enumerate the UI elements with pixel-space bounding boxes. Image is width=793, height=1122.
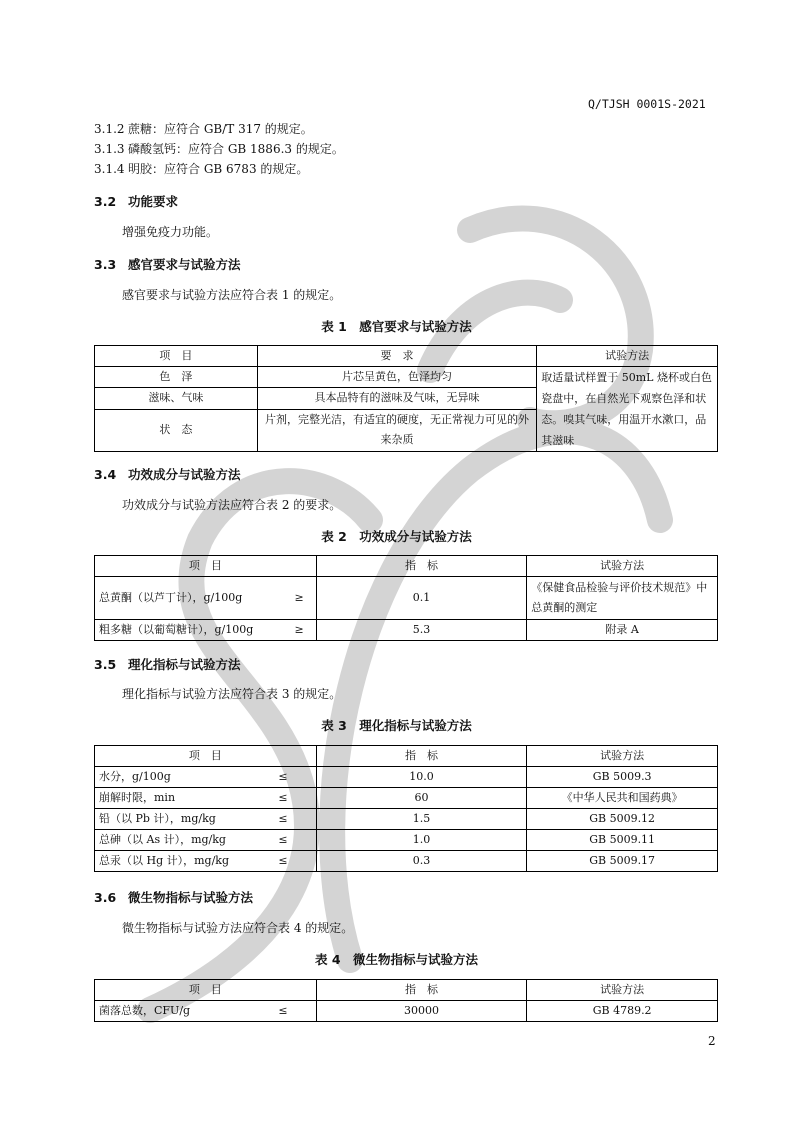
section-3-4-heading: 3.4 功效成分与试验方法 (94, 467, 241, 482)
section-3-3-heading: 3.3 感官要求与试验方法 (94, 257, 241, 272)
table-row: 状 态 片剂，完整光洁，有适宜的硬度，无正常视力可见的外来杂质 (95, 409, 718, 452)
table-row: 崩解时限，min ≤ 60 《中华人民共和国药典》 (95, 788, 718, 809)
section-3-6-heading: 3.6 微生物指标与试验方法 (94, 890, 254, 905)
table-2-title: 表 2 功效成分与试验方法 (321, 529, 472, 544)
table-4-title: 表 4 微生物指标与试验方法 (314, 952, 479, 967)
table-row: 总汞（以 Hg 计），mg/kg ≤ 0.3 GB 5009.17 (95, 851, 718, 872)
clause-3-1-2: 3.1.2 蔗糖：应符合 GB/T 317 的规定。 (94, 122, 313, 136)
section-3-2-heading: 3.2 功能要求 (94, 194, 179, 209)
table-row: 色 泽 片芯呈黄色，色泽均匀 取适量试样置于 50mL 烧杯或白色瓷盘中，在自然光下观察色泽和状态。嗅其气味，用温开水漱口，品其滋味 (95, 367, 718, 388)
section-3-5-heading: 3.5 理化指标与试验方法 (94, 657, 241, 672)
section-3-2-body: 增强免疫力功能。 (122, 225, 219, 239)
table-1 (94, 345, 718, 452)
section-3-6-body: 微生物指标与试验方法应符合表 4 的规定。 (122, 921, 354, 935)
table-row: 菌落总数，CFU/g ≤ 30000 GB 4789.2 (95, 1001, 718, 1022)
table-row: 滋味、气味 具本品特有的滋味及气味，无异味 (95, 388, 718, 409)
table-header-row: 项 目 指 标 试验方法 (95, 556, 718, 577)
standard-code: Q/TJSH 0001S-2021 (588, 97, 706, 111)
table-2 (94, 555, 718, 641)
table-header-row: 项 目 指 标 试验方法 (95, 746, 718, 767)
table-header-row: 项 目 指 标 试验方法 (95, 980, 718, 1001)
section-3-5-body: 理化指标与试验方法应符合表 3 的规定。 (122, 687, 342, 701)
section-3-4-body: 功效成分与试验方法应符合表 2 的要求。 (122, 498, 342, 512)
table-row: 总黄酮（以芦丁计），g/100g ≥ 0.1 《保健食品检验与评价技术规范》中总黄酮的测定 (95, 577, 718, 620)
clause-3-1-3: 3.1.3 磷酸氢钙：应符合 GB 1886.3 的规定。 (94, 142, 344, 156)
table-1-title: 表 1 感官要求与试验方法 (321, 319, 472, 334)
section-3-3-body: 感官要求与试验方法应符合表 1 的规定。 (122, 288, 342, 302)
table-4 (94, 979, 718, 1022)
table-row: 总砷（以 As 计），mg/kg ≤ 1.0 GB 5009.11 (95, 830, 718, 851)
table-row: 铅（以 Pb 计），mg/kg ≤ 1.5 GB 5009.12 (95, 809, 718, 830)
table-3-title: 表 3 理化指标与试验方法 (321, 718, 472, 733)
table-3 (94, 745, 718, 872)
clause-3-1-4: 3.1.4 明胶：应符合 GB 6783 的规定。 (94, 162, 309, 176)
table-row: 水分，g/100g ≤ 10.0 GB 5009.3 (95, 767, 718, 788)
page-number: 2 (708, 1034, 716, 1048)
table-header-row: 项 目 要 求 试验方法 (95, 346, 718, 367)
table-row: 粗多糖（以葡萄糖计），g/100g ≥ 5.3 附录 A (95, 620, 718, 641)
